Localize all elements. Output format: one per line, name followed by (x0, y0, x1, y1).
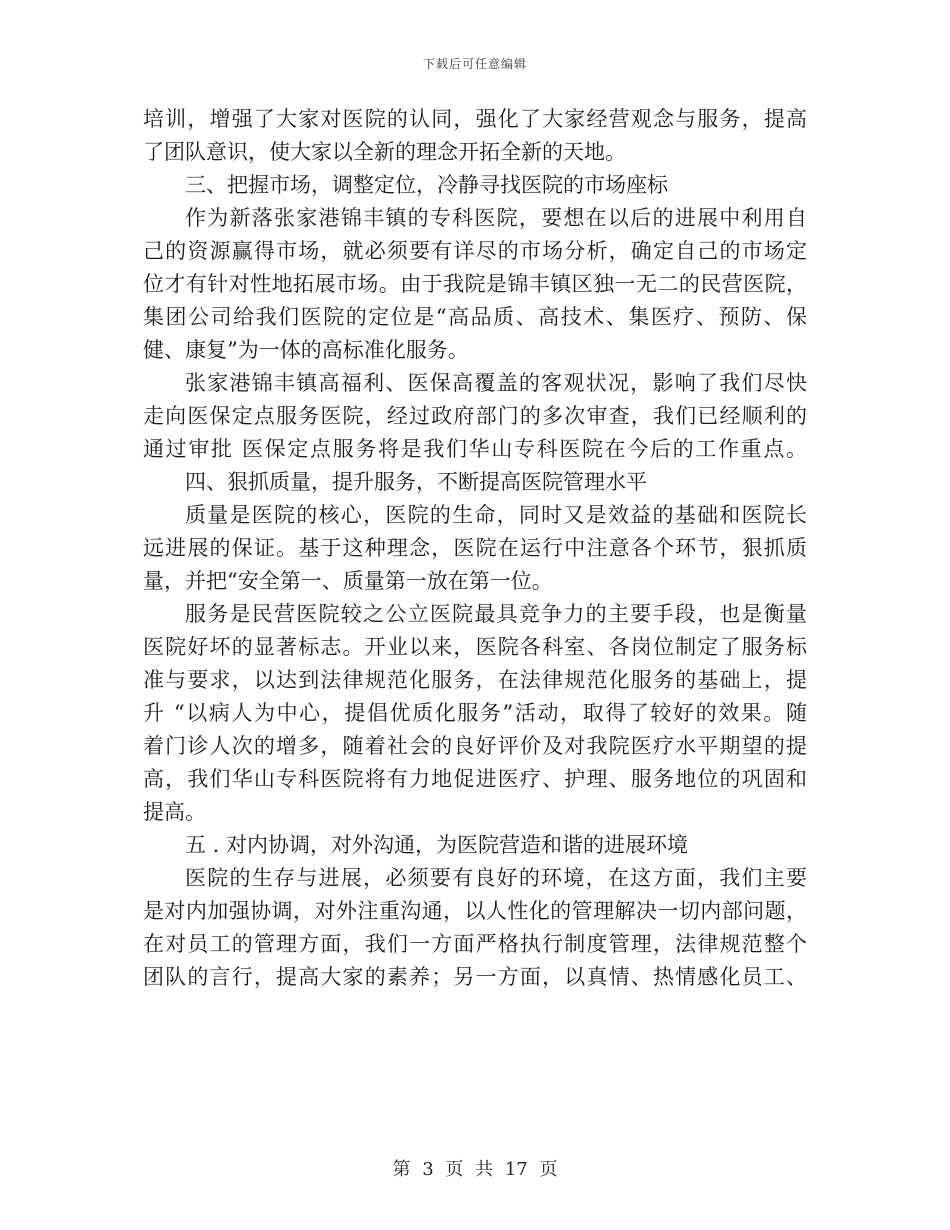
text-line: 团队的言行，提高大家的素养；另一方面，以真情、热情感化员工、 (143, 965, 807, 989)
text-line: 了团队意识，使大家以全新的理念开拓全新的天地。 (143, 140, 626, 164)
text-line: 服务是民营医院较之公立医院最具竞争力的主要手段，也是衡量 (185, 602, 807, 626)
text-line: 提高。 (143, 800, 206, 824)
page-number-footer: 第 3 页 共 17 页 (392, 1159, 558, 1180)
text-line: 培训，增强了大家对医院的认同，强化了大家经营观念与服务，提高 (143, 107, 807, 131)
text-line: 四、狠抓质量，提升服务，不断提高医院管理水平 (185, 470, 647, 494)
text-line: 是对内加强协调，对外注重沟通，以人性化的管理解决一切内部问题， (143, 899, 807, 923)
text-line: 五 . 对内协调，对外沟通，为医院营造和谐的进展环境 (185, 833, 689, 857)
text-line: 医院的生存与进展，必须要有良好的环境，在这方面，我们主要 (185, 866, 807, 890)
text-line: 量，并把“安全第一、质量第一放在第一位。 (143, 569, 553, 593)
text-line: 作为新落张家港锦丰镇的专科医院，要想在以后的进展中利用自 (185, 206, 807, 230)
text-line: 远进展的保证。基于这种理念，医院在运行中注意各个环节，狠抓质 (143, 536, 807, 560)
text-line: 己的资源赢得市场，就必须要有详尽的市场分析，确定自己的市场定 (143, 239, 807, 263)
text-line: 通过审批 医保定点服务将是我们华山专科医院在今后的工作重点。 (143, 437, 807, 461)
text-line: 高，我们华山专科医院将有力地促进医疗、护理、服务地位的巩固和 (143, 767, 807, 791)
text-line: 质量是医院的核心，医院的生命，同时又是效益的基础和医院长 (185, 503, 807, 527)
text-line: 准与要求，以达到法律规范化服务，在法律规范化服务的基础上，提 (143, 668, 807, 692)
text-line: 在对员工的管理方面，我们一方面严格执行制度管理，法律规范整个 (143, 932, 807, 956)
text-line: 着门诊人次的增多，随着社会的良好评价及对我院医疗水平期望的提 (143, 734, 807, 758)
text-line: 医院好坏的显著标志。开业以来，医院各科室、各岗位制定了服务标 (143, 635, 807, 659)
text-line: 位才有针对性地拓展市场。由于我院是锦丰镇区独一无二的民营医院， (143, 272, 807, 296)
text-line: 三、把握市场，调整定位，冷静寻找医院的市场座标 (185, 173, 668, 197)
text-line: 集团公司给我们医院的定位是“高品质、高技术、集医疗、预防、保 (143, 305, 807, 329)
text-line: 走向医保定点服务医院，经过政府部门的多次审查，我们已经顺利的 (143, 404, 807, 428)
text-line: 健、康复”为一体的高标准化服务。 (143, 338, 469, 362)
text-line: 升 “以病人为中心，提倡优质化服务”活动，取得了较好的效果。随 (143, 701, 807, 725)
document-body (143, 103, 807, 994)
text-line: 张家港锦丰镇高福利、医保高覆盖的客观状况，影响了我们尽快 (185, 371, 807, 395)
page-header-note: 下载后可任意编辑 (422, 57, 527, 71)
